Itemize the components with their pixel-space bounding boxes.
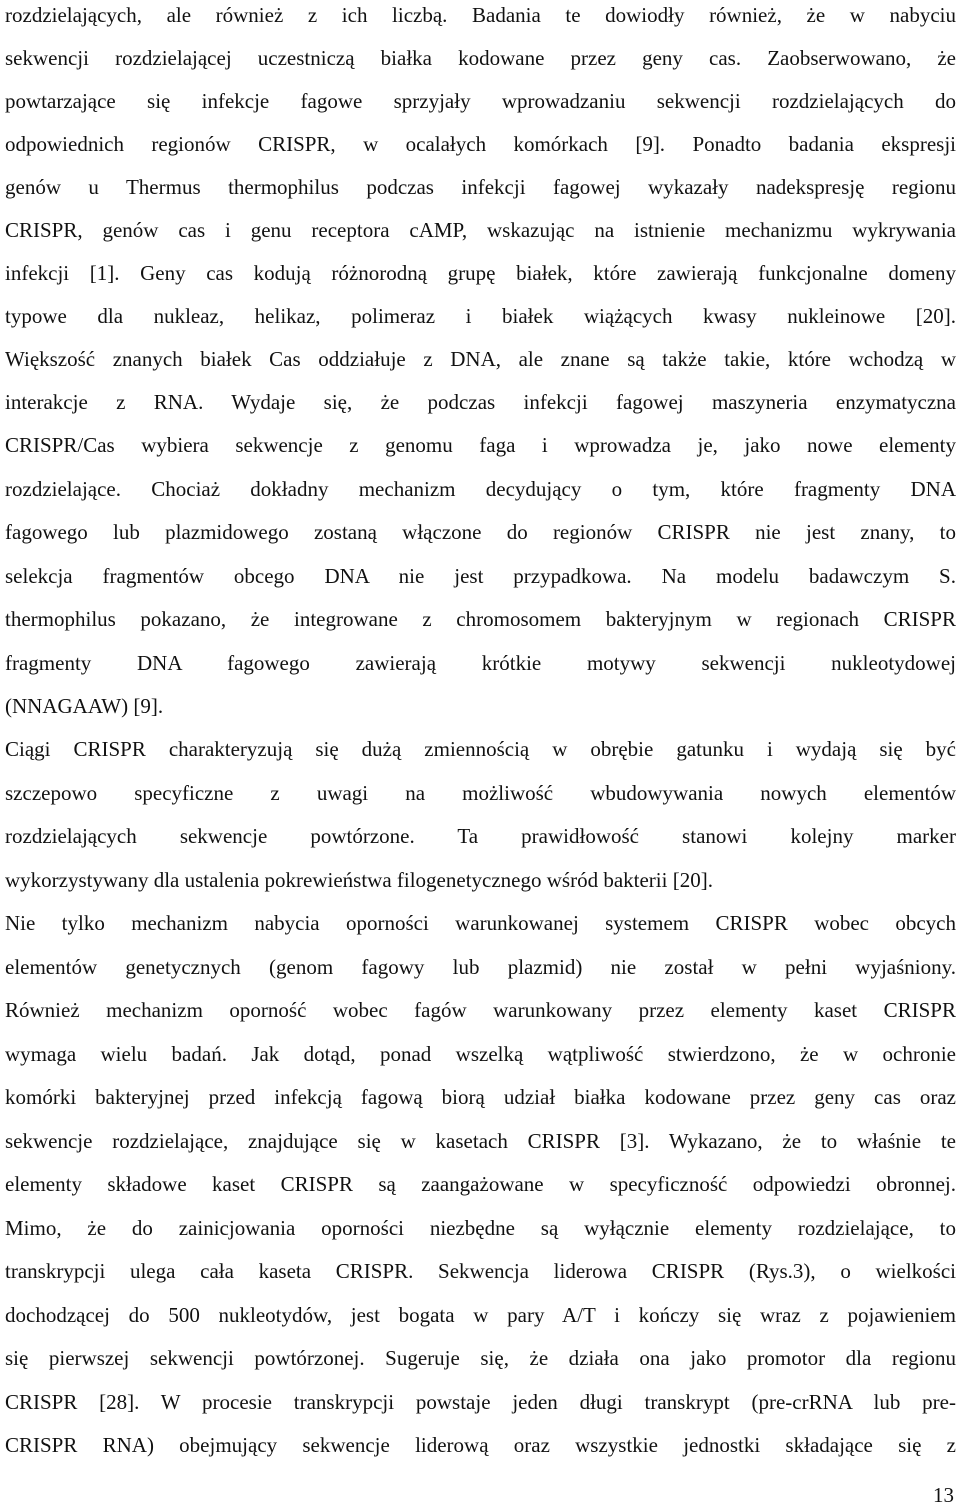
- text-line: thermophilus pokazano, że integrowane z chromosomem bakteryjnym w regionach CRISPR: [5, 607, 956, 631]
- text-line: sekwencji rozdzielającej uczestniczą białka kodowane przez geny cas. Zaobserwowano, że: [5, 46, 956, 70]
- text-line: rozdzielające. Chociaż dokładny mechanizm decydujący o tym, które fragmenty DNA: [5, 477, 956, 501]
- text-line: Ciągi CRISPR charakteryzują się dużą zmiennością w obrębie gatunku i wydają się być: [5, 737, 956, 761]
- text-line: sekwencje rozdzielające, znajdujące się w kasetach CRISPR [3]. Wykazano, że to właśnie te: [5, 1129, 956, 1153]
- text-line: szczepowo specyficzne z uwagi na możliwość wbudowywania nowych elementów: [5, 781, 956, 805]
- text-line: interakcje z RNA. Wydaje się, że podczas infekcji fagowej maszyneria enzymatyczna: [5, 390, 956, 414]
- text-line: selekcja fragmentów obcego DNA nie jest przypadkowa. Na modelu badawczym S.: [5, 564, 956, 588]
- text-line: CRISPR/Cas wybiera sekwencje z genomu faga i wprowadza je, jako nowe elementy: [5, 433, 956, 457]
- text-line: infekcji [1]. Geny cas kodują różnorodną grupę białek, które zawierają funkcjonalne domeny: [5, 261, 956, 285]
- text-line: Również mechanizm oporność wobec fagów warunkowany przez elementy kaset CRISPR: [5, 998, 956, 1022]
- text-line: fagowego lub plazmidowego zostaną włączone do regionów CRISPR nie jest znany, to: [5, 520, 956, 544]
- page-number: 13: [933, 1483, 954, 1507]
- document-page: [5, 0, 956, 1509]
- text-line: CRISPR RNA) obejmujący sekwencje liderową oraz wszystkie jednostki składające się z: [5, 1433, 956, 1457]
- text-line: rozdzielających, ale również z ich liczbą. Badania te dowiodły również, że w nabyciu: [5, 3, 956, 27]
- text-line: wykorzystywany dla ustalenia pokrewieństwa filogenetycznego wśród bakterii [20].: [5, 868, 713, 892]
- text-line: się pierwszej sekwencji powtórzonej. Sugeruje się, że działa ona jako promotor dla regionu: [5, 1346, 956, 1370]
- text-line: Nie tylko mechanizm nabycia oporności warunkowanej systemem CRISPR wobec obcych: [5, 911, 956, 935]
- text-line: powtarzające się infekcje fagowe sprzyjały wprowadzaniu sekwencji rozdzielających do: [5, 89, 956, 113]
- text-line: odpowiednich regionów CRISPR, w ocalałych komórkach [9]. Ponadto badania ekspresji: [5, 132, 956, 156]
- text-line: rozdzielających sekwencje powtórzone. Ta prawidłowość stanowi kolejny marker: [5, 824, 956, 848]
- text-line: CRISPR [28]. W procesie transkrypcji powstaje jeden długi transkrypt (pre-crRNA lub pre-: [5, 1390, 956, 1414]
- text-line: (NNAGAAW) [9].: [5, 694, 164, 718]
- text-line: fragmenty DNA fagowego zawierają krótkie motywy sekwencji nukleotydowej: [5, 651, 956, 675]
- text-line: elementy składowe kaset CRISPR są zaangażowane w specyficzność odpowiedzi obronnej.: [5, 1172, 956, 1196]
- text-line: wymaga wielu badań. Jak dotąd, ponad wszelką wątpliwość stwierdzono, że w ochronie: [5, 1042, 956, 1066]
- text-line: typowe dla nukleaz, helikaz, polimeraz i białek wiążących kwasy nukleinowe [20].: [5, 304, 956, 328]
- text-line: genów u Thermus thermophilus podczas infekcji fagowej wykazały nadekspresję regionu: [5, 175, 956, 199]
- text-line: dochodzącej do 500 nukleotydów, jest bogata w pary A/T i kończy się wraz z pojawieniem: [5, 1303, 956, 1327]
- text-line: komórki bakteryjnej przed infekcją fagową biorą udział białka kodowane przez geny cas oraz: [5, 1085, 956, 1109]
- text-line: Mimo, że do zainicjowania oporności niezbędne są wyłącznie elementy rozdzielające, to: [5, 1216, 956, 1240]
- text-line: CRISPR, genów cas i genu receptora cAMP, wskazując na istnienie mechanizmu wykrywania: [5, 218, 956, 242]
- text-line: transkrypcji ulega cała kaseta CRISPR. Sekwencja liderowa CRISPR (Rys.3), o wielkości: [5, 1259, 956, 1283]
- text-line: Większość znanych białek Cas oddziałuje z DNA, ale znane są także takie, które wchodzą w: [5, 347, 956, 371]
- text-line: elementów genetycznych (genom fagowy lub plazmid) nie został w pełni wyjaśniony.: [5, 955, 956, 979]
